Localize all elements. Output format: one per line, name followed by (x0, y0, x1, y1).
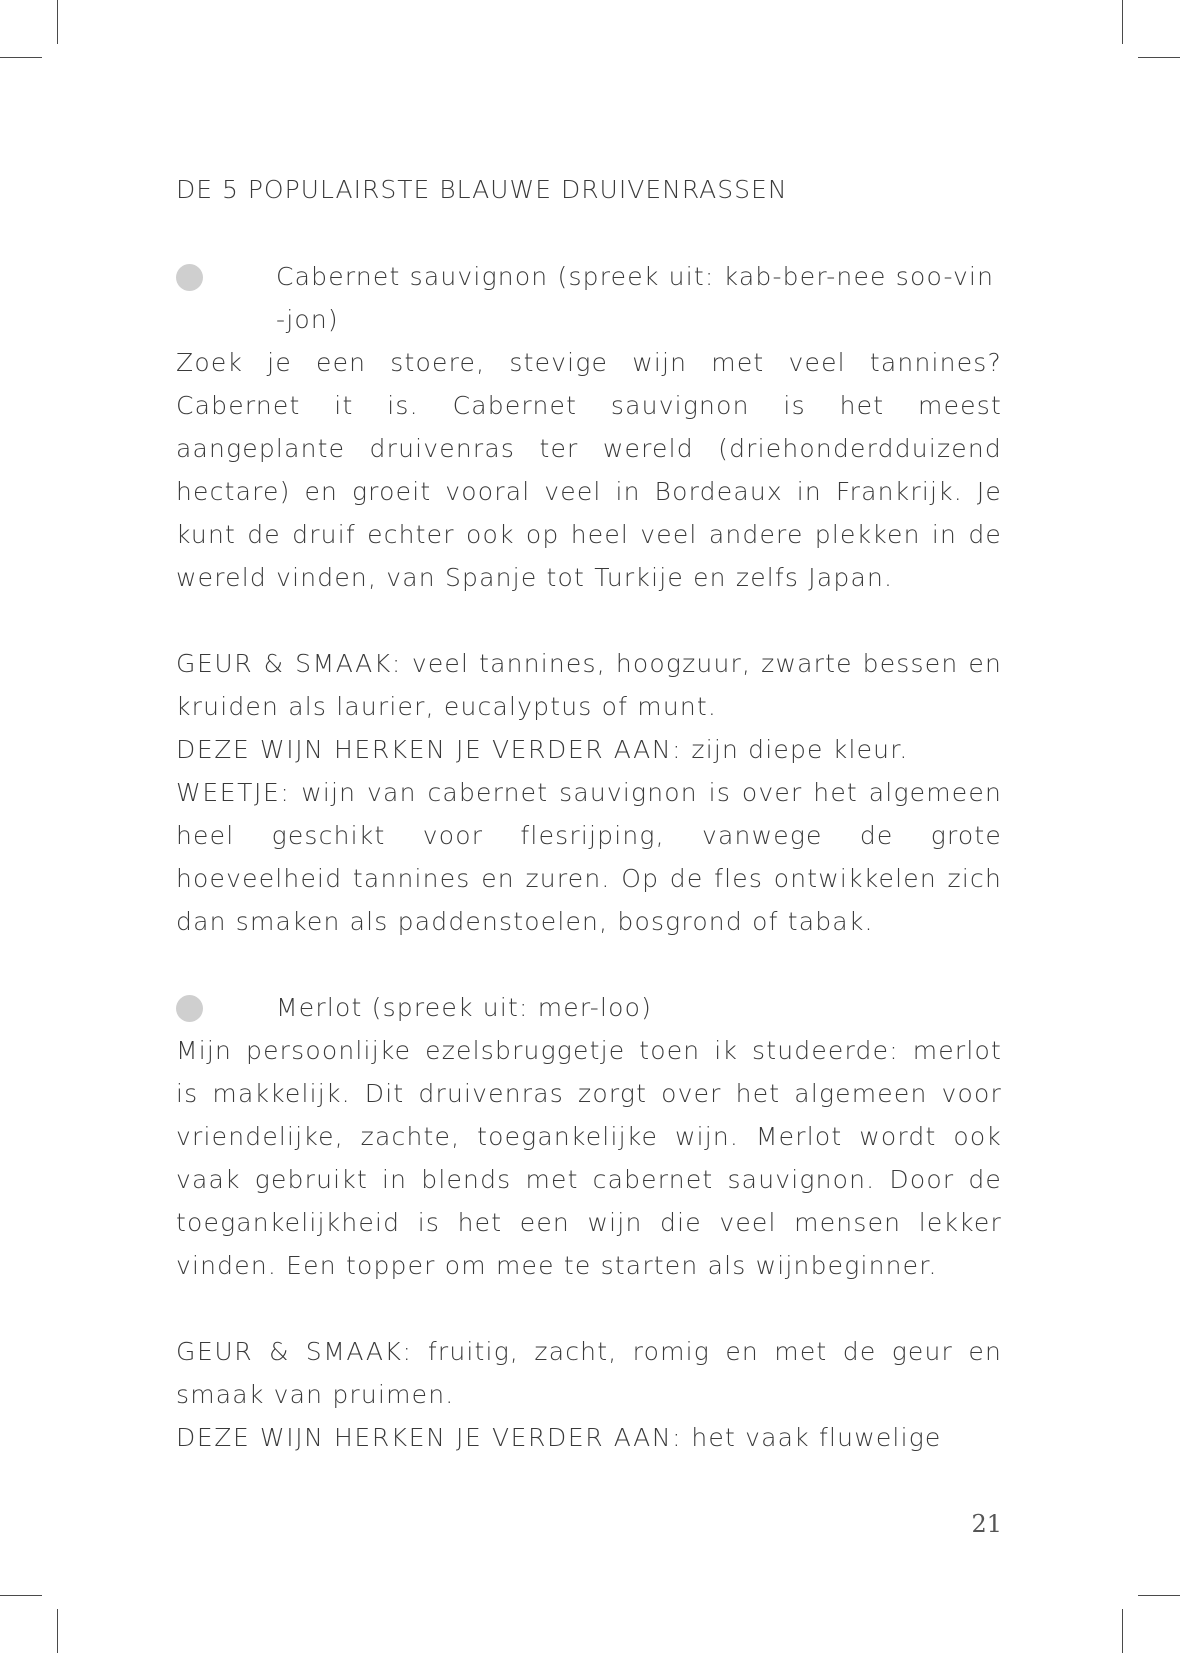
crop-mark (1138, 1595, 1180, 1596)
crop-mark (1122, 0, 1123, 44)
bullet-icon (176, 264, 203, 291)
smell-taste-paragraph (176, 642, 1002, 728)
fact-label: WEETJE: (176, 778, 291, 807)
fact-paragraph (176, 771, 1002, 943)
smell-taste-text: veel tannines, hoogzuur, zwarte bessen en kruiden als laurier, eucalyptus of munt. (176, 649, 1002, 721)
recognize-paragraph (176, 1416, 1002, 1459)
grape-description: Zoek je een stoere, stevige wijn met veel tannines? Cabernet it is. Cabernet sauvignon is het meest aangeplante druivenras ter wereld (driehonderdduizend hectare) en groeit vooral veel in Bordeaux in Frankrijk. Je kunt de druif echter ook op heel veel andere plekken in de wereld vinden, van Spanje tot Turkije en zelfs Japan. (176, 348, 1002, 592)
smell-taste-label: GEUR & SMAAK: (176, 649, 402, 678)
crop-mark (1138, 57, 1180, 58)
page-number: 21 (971, 1510, 1002, 1538)
page-content (176, 168, 1002, 1459)
bullet-icon (176, 995, 203, 1022)
recognize-paragraph (176, 728, 1002, 771)
grape-title-cabernet (176, 255, 1002, 341)
grape-description: Mijn persoonlijke ezelsbruggetje toen ik studeerde: merlot is makkelijk. Dit druivenras zorgt over het algemeen voor vriendelijke, zachte, toegankelijke wijn. Merlot wordt ook vaak gebruikt in blends met cabernet sauvignon. Door de toegankelijkheid is het een wijn die veel mensen lekker vinden. Een topper om mee te starten als wijnbeginner. (176, 1036, 1002, 1280)
grape-name: Merlot (spreek uit: mer-loo) (276, 993, 653, 1022)
crop-mark (0, 57, 42, 58)
recognize-label: DEZE WIJN HERKEN JE VERDER AAN: (176, 735, 683, 764)
recognize-text: het vaak fluwelige (682, 1423, 942, 1452)
recognize-text: zijn diepe kleur. (682, 735, 909, 764)
crop-mark (57, 0, 58, 44)
section-heading: DE 5 POPULAIRSTE BLAUWE DRUIVENRASSEN (176, 175, 788, 204)
crop-mark (57, 1609, 58, 1653)
smell-taste-paragraph (176, 1330, 1002, 1416)
grape-name: Cabernet sauvignon (spreek uit: kab-ber-nee soo-vin -jon) (276, 262, 995, 334)
crop-mark (0, 1595, 42, 1596)
grape-title-merlot (176, 986, 1002, 1029)
recognize-label: DEZE WIJN HERKEN JE VERDER AAN: (176, 1423, 683, 1452)
smell-taste-label: GEUR & SMAAK: (176, 1337, 413, 1366)
smell-taste-text: fruitig, zacht, romig en met de geur en smaak van pruimen. (176, 1337, 1002, 1409)
fact-text: wijn van cabernet sauvignon is over het algemeen heel geschikt voor flesrijping, vanwege de grote hoeveelheid tannines en zuren. Op de fles ontwikkelen zich dan smaken als paddenstoelen, bosgrond of tabak. (176, 778, 1002, 936)
crop-mark (1122, 1609, 1123, 1653)
